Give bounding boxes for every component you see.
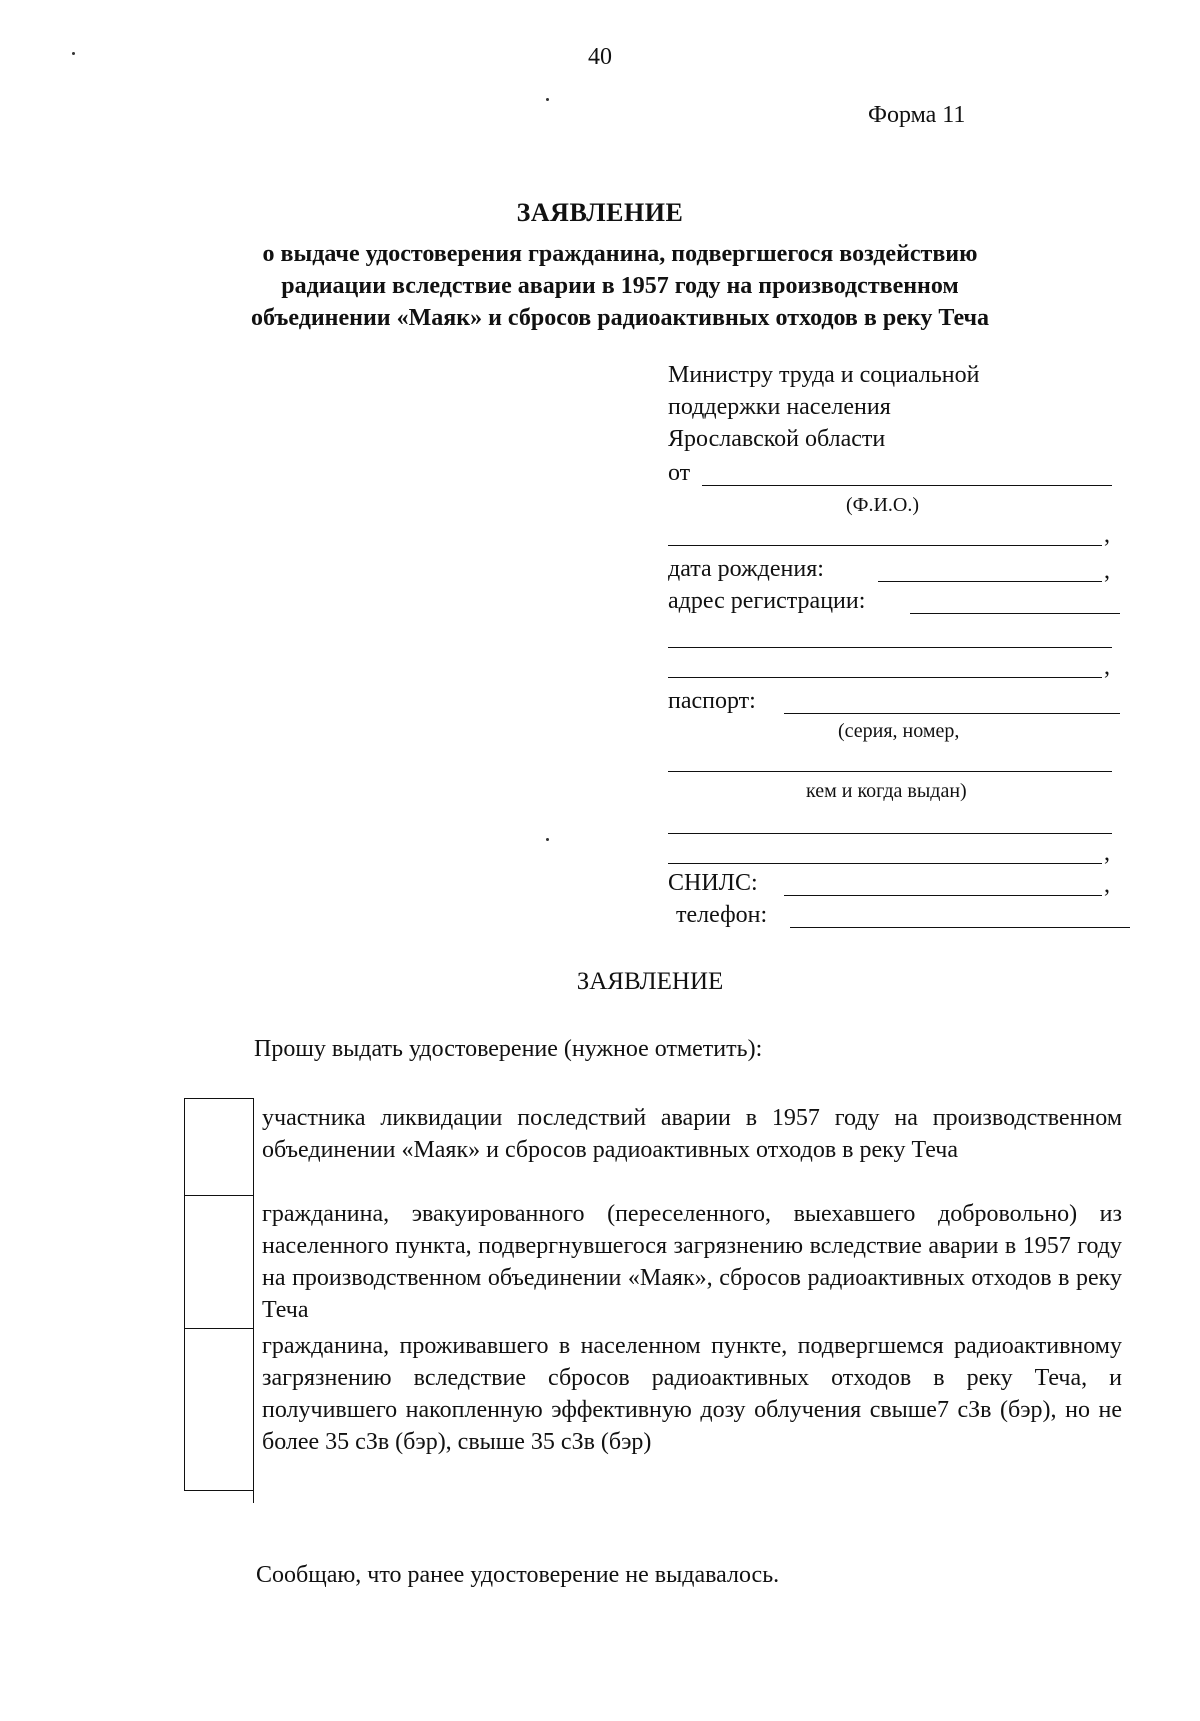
comma: ,	[1104, 872, 1110, 898]
request-text: Прошу выдать удостоверение (нужное отметить):	[254, 1036, 763, 1062]
passport-field[interactable]	[784, 713, 1120, 714]
snils-label: СНИЛС:	[668, 870, 758, 896]
phone-field[interactable]	[790, 927, 1130, 928]
address-field-line-2[interactable]	[668, 647, 1112, 648]
phone-label: телефон:	[676, 902, 768, 928]
final-note: Сообщаю, что ранее удостоверение не выдавалось.	[256, 1562, 780, 1588]
recipient-line: поддержки населения	[668, 394, 891, 420]
comma: ,	[1104, 654, 1110, 680]
document-title: ЗАЯВЛЕНИЕ	[516, 198, 684, 227]
checkbox-divider	[253, 1098, 254, 1503]
passport-hint: (серия, номер,	[838, 720, 960, 742]
from-label: от	[668, 460, 691, 486]
option-text: гражданина, эвакуированного (переселенного, выехавшего добровольно) из населенного пункта, подвергнувшегося загрязнению вследствие аварии в 1957 году на производственном объединении «Маяк», сбросов радиоактивных отходов в реку Теча	[262, 1201, 1122, 1323]
passport-label: паспорт:	[668, 688, 756, 714]
recipient-line: Ярославской области	[668, 426, 886, 452]
option-text: гражданина, проживавшего в населенном пункте, подвергшемся радиоактивному загрязнению вследствие сбросов радиоактивных отходов в реку Теча, и получившего накопленную эффективную дозу облучения свыше7 сЗв (бэр), но не более 35 сЗв (бэр), свыше 35 сЗв (бэр)	[262, 1333, 1122, 1455]
option-checkbox[interactable]	[184, 1195, 254, 1329]
passport-hint: кем и когда выдан)	[806, 780, 967, 802]
comma: ,	[1104, 558, 1110, 584]
subtitle-line: радиации вследствие аварии в 1957 году на производственном	[281, 273, 959, 299]
address-field-line-3[interactable]	[668, 677, 1102, 678]
document-subtitle	[150, 238, 1090, 334]
option-text: участника ликвидации последствий аварии в 1957 году на производственном объединении «Маяк» и сбросов радиоактивных отходов в реку Теча	[262, 1105, 1122, 1163]
fio-hint: (Ф.И.О.)	[846, 494, 920, 516]
passport-field-line-3[interactable]	[668, 833, 1112, 834]
page-number: 40	[588, 44, 612, 70]
birth-date-field[interactable]	[878, 581, 1102, 582]
passport-field-line-4[interactable]	[668, 863, 1102, 864]
comma: ,	[1104, 840, 1110, 866]
scan-speck	[546, 98, 549, 101]
comma: ,	[1104, 522, 1110, 548]
subtitle-line: объединении «Маяк» и сбросов радиоактивных отходов в реку Теча	[250, 305, 990, 331]
option-checkbox[interactable]	[184, 1328, 254, 1491]
form-number: Форма 11	[868, 102, 966, 128]
statement-heading: ЗАЯВЛЕНИЕ	[576, 968, 724, 995]
passport-field-line-2[interactable]	[668, 771, 1112, 772]
fio-field-continued[interactable]	[668, 545, 1102, 546]
scan-speck	[546, 838, 549, 841]
recipient-line: Министру труда и социальной	[668, 362, 980, 388]
address-field[interactable]	[910, 613, 1120, 614]
fio-field[interactable]	[702, 485, 1112, 486]
option-checkbox[interactable]	[184, 1098, 254, 1196]
snils-field[interactable]	[784, 895, 1102, 896]
subtitle-line: о выдаче удостоверения гражданина, подвергшегося воздействию	[262, 241, 978, 267]
birth-date-label: дата рождения:	[668, 556, 824, 582]
address-label: адрес регистрации:	[668, 588, 866, 614]
